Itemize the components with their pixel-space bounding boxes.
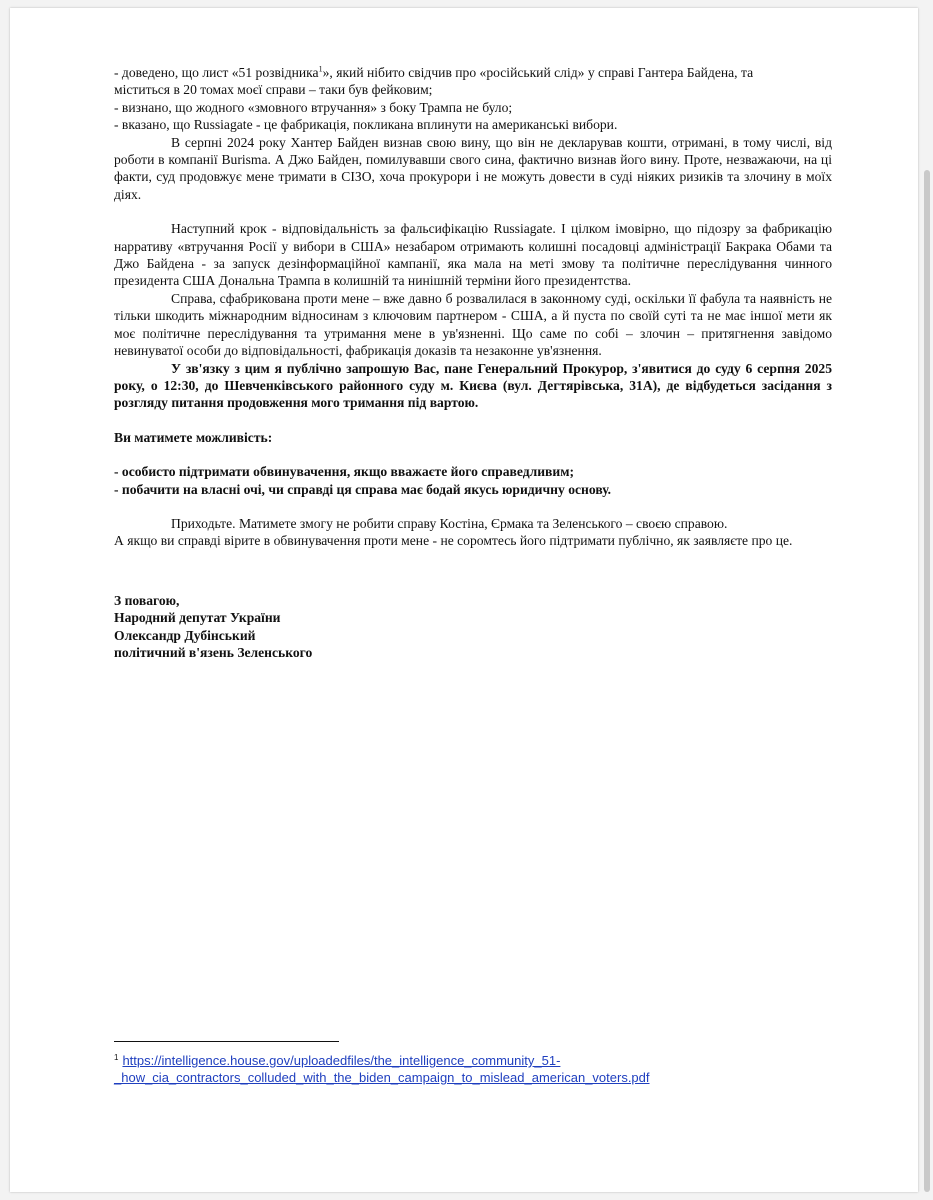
bullet-russiagate: - вказано, що Russiagate - це фабрикація, покликана вплинути на американські вибори. <box>114 117 618 133</box>
footnote-line-2 <box>114 1069 754 1086</box>
document-body <box>114 64 832 661</box>
vertical-scrollbar[interactable] <box>924 170 930 1192</box>
paragraph-next-step: Наступний крок - відповідальність за фальсифікацію Russiagate. І цілком імовірно, що підозру за фабрикацію нарративу «втручання Росії у вибори в США» незабаром отримають колишні посадовці адміністрації Бакрака Обами та Джо Байдена - за запуск дезінформаційної кампанії, яка мала на меті змову та політичне переслідування чинного президента США Дональна Трампа в колишній та нинішній терміни його президентства. <box>114 221 832 289</box>
paragraph-invitation: У зв'язку з цим я публічно запрошую Вас, пане Генеральний Прокурор, з'явитися до суду 6 серпня 2025 року, о 12:30, до Шевченківського районного суду м. Києва (вул. Дегтярівська, 31А), де відбудеться засідання з розгляду питання продовження мого тримання під вартою. <box>114 360 832 411</box>
paragraph-fabricated-case: Справа, сфабрикована проти мене – вже давно б розвалилася в законному суді, оскільки її фабула та наявність не тільки шкодить міжнародним відносинам з ключовим партнером - США, а й пуста по своїй суті та не має іншої мети як моє політичне переслідування та утримання мене в ув'язненні. Що саме по собі – злочин – притягнення завідомо невинуватої особи до відповідальності, фабрикація доказів та незаконне ув'язнення. <box>114 290 832 359</box>
footnote-link[interactable]: https://intelligence.house.gov/uploadedfiles/the_intelligence_community_51- <box>122 1053 561 1068</box>
bullet-continuation: міститься в 20 томах моєї справи – таки був фейковим; <box>114 82 433 98</box>
bullet-no-interference: - визнано, що жодного «змовного втручання» з боку Трампа не було; <box>114 99 513 115</box>
footnote-link-continued[interactable]: _how_cia_contractors_colluded_with_the_biden_campaign_to_mislead_american_voters.pdf <box>114 1070 650 1085</box>
signature-status: політичний в'язень Зеленського <box>114 644 313 660</box>
footnote-ref[interactable]: 1 <box>318 64 323 74</box>
bullet-see-for-yourself: - побачити на власні очі, чи справді ця справа має бодай якусь юридичну основу. <box>114 481 612 497</box>
signature-name: Олександр Дубінський <box>114 627 256 643</box>
document-page <box>10 8 918 1192</box>
footnote-number: 1 <box>114 1052 119 1062</box>
bullet-letter-51 <box>114 64 832 81</box>
footnote <box>114 1052 754 1086</box>
bullet-support-charges: - особисто підтримати обвинувачення, якщо вважаєте його справедливим; <box>114 464 575 480</box>
paragraph-hunter-biden: В серпні 2024 року Хантер Байден визнав свою вину, що він не декларував кошти, отримані, в тому числі, від роботи в компанії Burisma. А Джо Байден, помилувавши свого сина, фактично визнав його вину. Проте, незважаючи, на ці факти, суд продовжує мене тримати в СІЗО, хоча прокурори і не можуть довести в суді ніяких ризиків та злочину в моїх діях. <box>114 134 832 202</box>
bullet-text-rest: », який нібито свідчив про «російський слід» у справі Гантера Байдена, та <box>322 65 754 80</box>
paragraph-support-publicly: А якщо ви справді вірите в обвинувачення проти мене - не соромтесь його підтримати публічно, як заявляєте про це. <box>114 533 793 549</box>
footnote-separator <box>114 1041 339 1042</box>
bullet-text: - доведено, що лист «51 розвідника <box>114 65 319 80</box>
signature-title: Народний депутат України <box>114 610 281 626</box>
signature-block <box>114 592 832 662</box>
footnote-line-1 <box>114 1052 754 1069</box>
paragraph-opportunity: Ви матимете можливість: <box>114 429 273 445</box>
signature-closing: З повагою, <box>114 592 180 608</box>
paragraph-come: Приходьте. Матимете змогу не робити справу Костіна, Єрмака та Зеленського – своєю справою. <box>171 515 728 531</box>
